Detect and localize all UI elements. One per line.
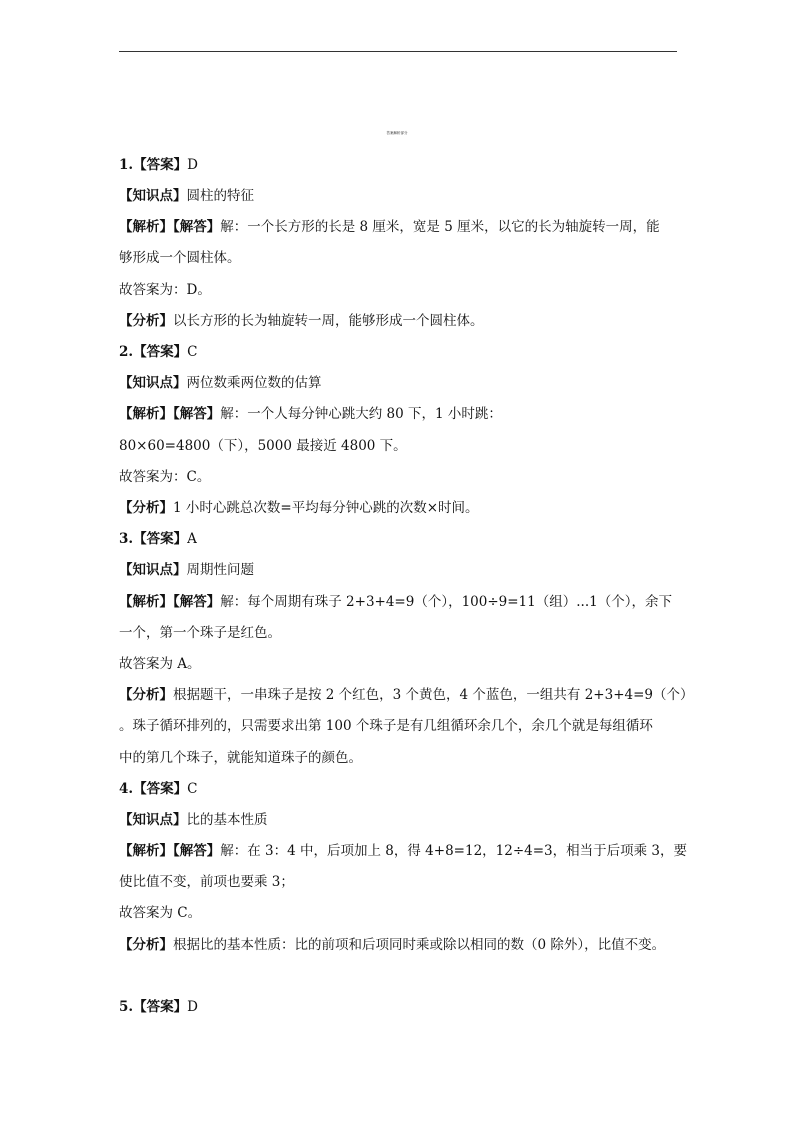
q2-answer-value: C	[187, 344, 198, 360]
q1-answer-value: D	[187, 157, 198, 173]
q1-analysis-text-1: 解：一个长方形的长是 8 厘米，宽是 5 厘米，以它的长为轴旋转一周，能	[220, 219, 660, 235]
header-rule	[119, 51, 677, 52]
q2-analysis-tag: 【解析】【解答】	[119, 406, 221, 422]
q2-analysis-line-1	[119, 405, 502, 423]
q2-analysis-line-2: 80×60=4800（下），5000 最接近 4800 下。	[119, 438, 407, 454]
q1-analysis-line-2: 够形成一个圆柱体。	[119, 250, 241, 266]
q4-reason-line-1	[119, 936, 665, 954]
q1-answer-line	[119, 156, 198, 174]
q3-reason-line-2: 。珠子循环排列的，只需要求出第 100 个珠子是有几组循环余几个，余几个就是每组循环	[119, 718, 653, 734]
q2-answer-label: 2.【答案】	[119, 344, 188, 360]
q4-answer-line	[119, 780, 197, 798]
q4-knowledge-line	[119, 811, 268, 829]
q3-conclusion: 故答案为 A。	[119, 656, 201, 672]
q2-answer-line	[119, 343, 197, 361]
q2-reason-line-1	[119, 499, 479, 517]
q3-analysis-line-2: 一个，第一个珠子是红色。	[119, 625, 281, 641]
q3-reason-line-1	[119, 686, 694, 704]
page-title: 答案解析部分	[386, 131, 408, 135]
q1-analysis-tag: 【解析】【解答】	[119, 219, 221, 235]
q3-answer-value: A	[187, 531, 197, 547]
q4-analysis-line-2: 使比值不变，前项也要乘 3；	[119, 874, 294, 890]
q4-analysis-line-1	[119, 842, 687, 860]
q1-knowledge-text: 圆柱的特征	[186, 188, 254, 204]
q1-reason-line-1	[119, 312, 484, 330]
q1-knowledge-line	[119, 187, 254, 205]
q4-reason-tag: 【分析】	[119, 937, 173, 953]
q3-analysis-line-1	[119, 593, 672, 611]
q1-reason-tag: 【分析】	[119, 313, 173, 329]
q3-reason-tag: 【分析】	[119, 687, 173, 703]
q3-knowledge-line	[119, 561, 254, 579]
q4-conclusion: 故答案为 C。	[119, 905, 202, 921]
q2-reason-text-1: 1 小时心跳总次数=平均每分钟心跳的次数×时间。	[173, 500, 479, 516]
q5-answer-value: D	[187, 999, 198, 1015]
q3-reason-text-1: 根据题干，一串珠子是按 2 个红色，3 个黄色，4 个蓝色，一组共有 2+3+4=9（个）	[173, 687, 694, 703]
q4-knowledge-tag: 【知识点】	[119, 812, 187, 828]
q4-answer-value: C	[187, 781, 198, 797]
q5-answer-line	[119, 998, 198, 1016]
q3-analysis-tag: 【解析】【解答】	[119, 594, 221, 610]
q2-conclusion: 故答案为：C。	[119, 469, 211, 485]
q2-reason-tag: 【分析】	[119, 500, 173, 516]
q3-answer-label: 3.【答案】	[119, 531, 188, 547]
q3-knowledge-text: 周期性问题	[186, 562, 254, 578]
q4-reason-text-1: 根据比的基本性质：比的前项和后项同时乘或除以相同的数（0 除外），比值不变。	[173, 937, 666, 953]
q3-reason-line-3: 中的第几个珠子，就能知道珠子的颜色。	[119, 750, 362, 766]
q3-answer-line	[119, 530, 197, 548]
q1-conclusion: 故答案为：D。	[119, 282, 211, 298]
q5-answer-label: 5.【答案】	[119, 999, 188, 1015]
q3-analysis-text-1: 解：每个周期有珠子 2+3+4=9（个），100÷9=11（组）...1（个），余下	[220, 594, 672, 610]
q1-analysis-line-1	[119, 218, 660, 236]
q1-answer-label: 1.【答案】	[119, 157, 188, 173]
q2-knowledge-tag: 【知识点】	[119, 375, 187, 391]
q4-knowledge-text: 比的基本性质	[186, 812, 268, 828]
q2-knowledge-line	[119, 374, 322, 392]
q1-reason-text-1: 以长方形的长为轴旋转一周，能够形成一个圆柱体。	[173, 313, 484, 329]
q1-knowledge-tag: 【知识点】	[119, 188, 187, 204]
q4-analysis-text-1: 解：在 3：4 中，后项加上 8，得 4+8=12，12÷4=3，相当于后项乘 3，要	[220, 843, 688, 859]
q2-analysis-text-1: 解：一个人每分钟心跳大约 80 下，1 小时跳：	[220, 406, 502, 422]
q3-knowledge-tag: 【知识点】	[119, 562, 187, 578]
q4-analysis-tag: 【解析】【解答】	[119, 843, 221, 859]
q4-answer-label: 4.【答案】	[119, 781, 188, 797]
q2-knowledge-text: 两位数乘两位数的估算	[186, 375, 322, 391]
